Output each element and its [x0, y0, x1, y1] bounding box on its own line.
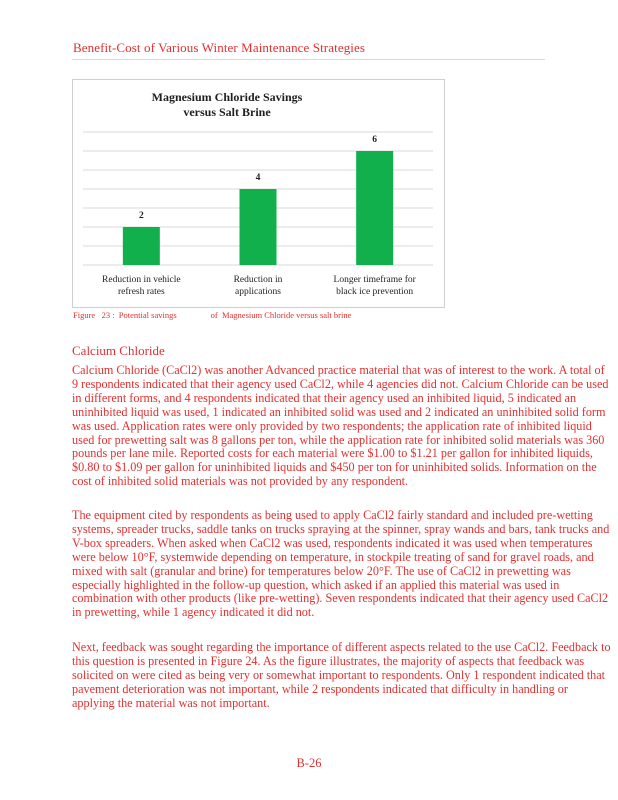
bar-1 — [123, 227, 160, 265]
category-label-3: black ice prevention — [336, 287, 414, 297]
chart-title-line-1: Magnesium Chloride Savings — [151, 90, 303, 104]
category-label-1: Reduction in vehicle — [102, 275, 181, 285]
figure-caption: Figure 23 : Potential savings of Magnesium Chloride versus salt brine — [73, 310, 352, 320]
bar-chart — [73, 80, 444, 307]
chart-title-line-2: versus Salt Brine — [183, 105, 271, 119]
section-heading: Calcium Chloride — [72, 343, 165, 358]
bar-2 — [240, 189, 277, 265]
paragraph-2: The equipment cited by respondents as being used to apply CaCl2 fairly standard and included pre-wetting systems, spreader trucks, saddle tanks on trucks spraying at the spinner, spray wands and bars, tank trucks and V-box spreaders. When asked when CaCl2 was used, respondents indicated it was used when temperatures were below 10°F, systemwide depending on temperature, in stockpile treating of sand for gravel roads, and mixed with salt (granular and brine) for temperatures below 20°F. The use of CaCl2 in prewetting was especially highlighted in the follow-up question, which asked if an applied this material was used in combination with other products (like pre-wetting). Seven respondents indicated that their agency used CaCl2 in prewetting, while 1 agency indicated it did not. — [72, 508, 610, 620]
category-label-2: Reduction in — [233, 275, 283, 285]
data-label-3: 6 — [372, 135, 378, 145]
page-number: B-26 — [296, 756, 322, 770]
category-label-3: Longer timeframe for — [333, 275, 416, 285]
running-header: Benefit-Cost of Various Winter Maintenance Strategies — [73, 40, 366, 55]
bar-3 — [356, 151, 393, 265]
category-label-1: refresh rates — [117, 287, 165, 297]
data-label-1: 2 — [138, 211, 144, 221]
paragraph-3: Next, feedback was sought regarding the importance of different aspects related to the use CaCl2. Feedback to this question is presented in Figure 24. As the figure illustrates, the majority of aspects that feedback was solicited on were cited as being very or somewhat important to respondents. Only 1 respondent indicated that pavement deterioration was not important, while 2 respondents indicated that difficulty in handling or applying the material was not important. — [72, 640, 611, 710]
category-label-2: applications — [235, 287, 281, 297]
header-rule — [72, 59, 545, 60]
data-label-2: 4 — [255, 173, 261, 183]
paragraph-1: Calcium Chloride (CaCl2) was another Advanced practice material that was of interest to the work. A total of 9 respondents indicated that their agency used CaCl2, while 4 agencies did not. Calcium Chloride can be used in different forms, and 4 respondents indicated that their agency used an inhibited liquid, 5 indicated an uninhibited liquid was used, 1 indicated an inhibited solid was used and 2 indicated an uninhibited solid form was used. Application rates were only provided by two respondents; the application rate of inhibited liquid used for prewetting salt was 8 gallons per ton, while the application rate for inhibited solid materials was 360 pounds per lane mile. Reported costs for each material were $1.00 to $1.21 per gallon for inhibited liquids, $0.80 to $1.09 per gallon for uninhibited liquids and $450 per ton for uninhibited solids. Information on the cost of inhibited solid materials was not provided by any respondent. — [72, 363, 609, 489]
chart-container — [72, 79, 445, 308]
